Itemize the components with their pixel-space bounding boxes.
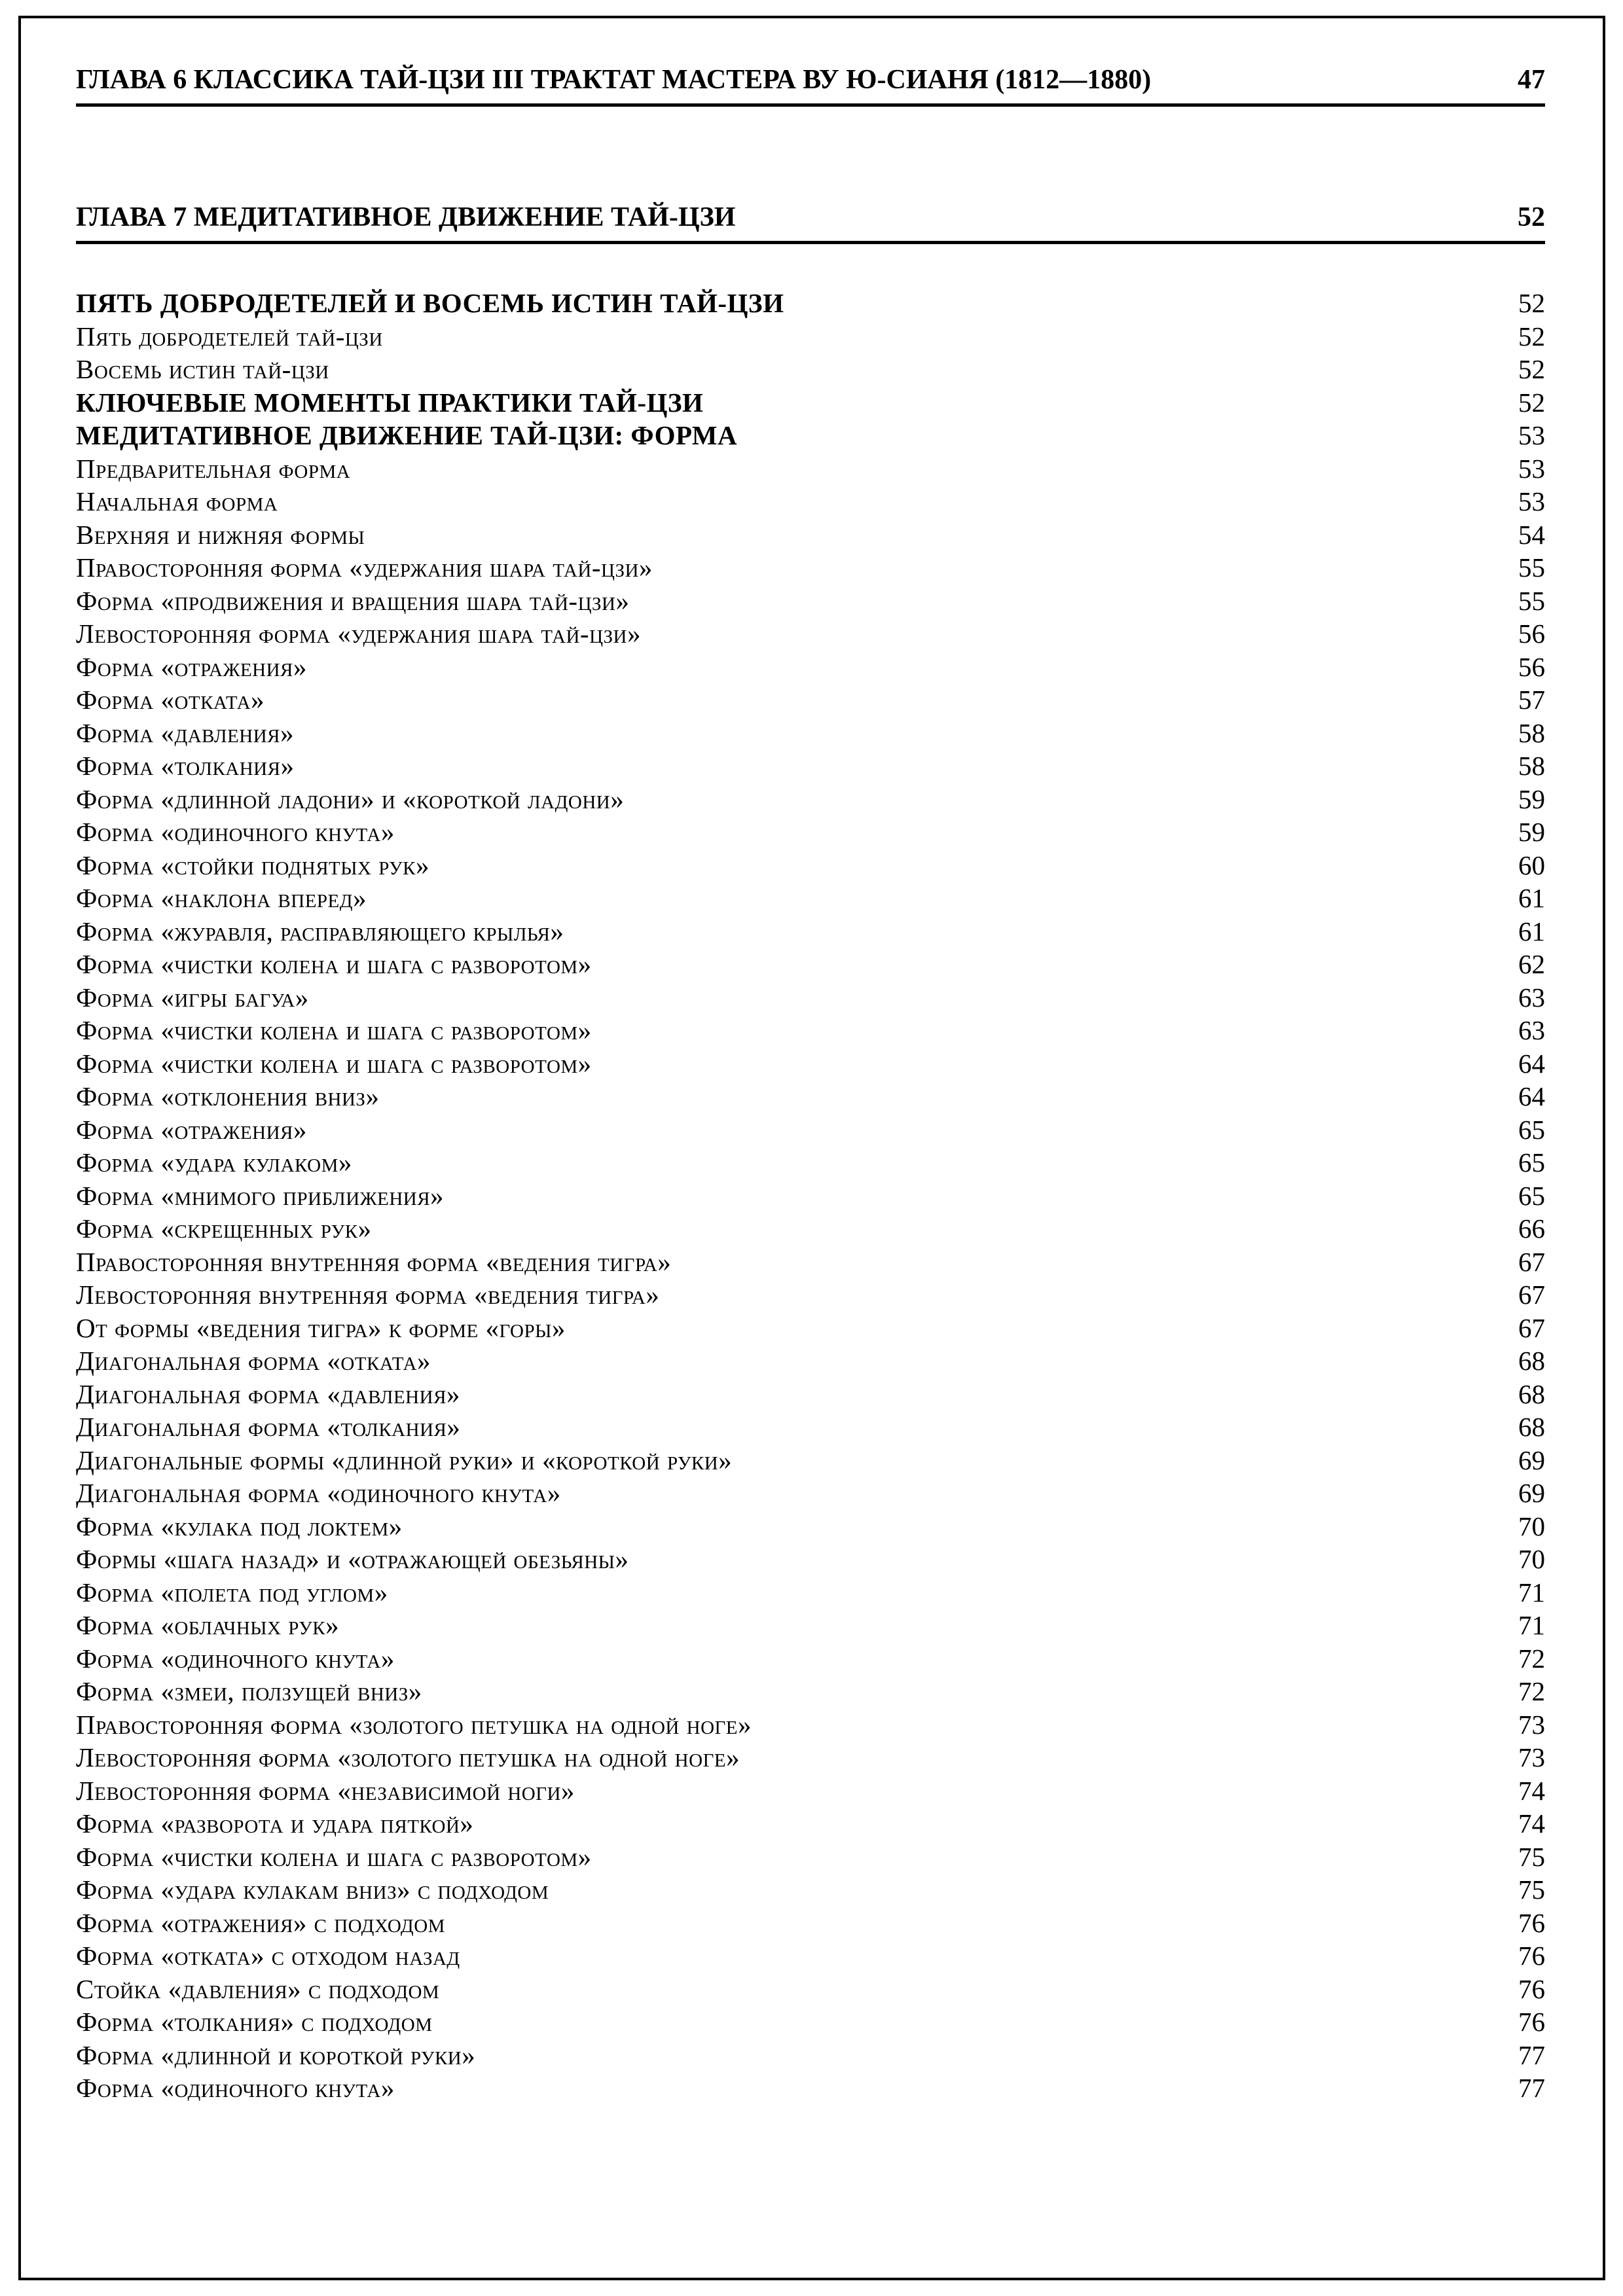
toc-entry [76, 1873, 1545, 1907]
toc-entry-title: Начальная форма [76, 486, 278, 516]
toc-entry [76, 1576, 1545, 1609]
toc-entry-page-number: 62 [1518, 949, 1545, 979]
toc-entry [76, 749, 1545, 783]
toc-entry-title: Форма «чистки колена и шага с разворотом» [76, 949, 592, 979]
toc-entry-title: Левосторонняя форма «независимой ноги» [76, 1775, 575, 1806]
toc-entry-page-number: 65 [1518, 1147, 1545, 1177]
toc-entry-title: Форма «отката» [76, 685, 265, 715]
toc-entry-page-number: 60 [1518, 850, 1545, 880]
toc-entry-title: Форма «разворота и удара пяткой» [76, 1808, 474, 1839]
toc-entry-page-number: 59 [1518, 783, 1545, 814]
toc-entry [76, 717, 1545, 750]
toc-entry-page-number: 71 [1518, 1610, 1545, 1640]
toc-entry-page-number: 58 [1518, 717, 1545, 748]
toc-entry-title: Форма «толкания» с подходом [76, 2007, 433, 2037]
toc-entry-page-number: 61 [1518, 883, 1545, 913]
toc-entry-title: Форма «удара кулаком» [76, 1147, 352, 1177]
toc-entry-page-number: 68 [1518, 1412, 1545, 1442]
toc-entry-title: Форма «отклонения вниз» [76, 1081, 380, 1111]
toc-entry-title: Форма «толкания» [76, 751, 295, 781]
toc-entry-title: Форма «длинной и короткой руки» [76, 2039, 476, 2070]
toc-entry-title: Предварительная форма [76, 453, 351, 484]
toc-entry-page-number: 66 [1518, 1213, 1545, 1244]
toc-entry [76, 1543, 1545, 1576]
toc-entry-title: Форма «одиночного кнута» [76, 1643, 395, 1674]
toc-entry-page-number: 59 [1518, 817, 1545, 847]
toc-entry-title: Форма «отката» с отходом назад [76, 1941, 460, 1971]
toc-entry-page-number: 72 [1518, 1643, 1545, 1674]
toc-entry [76, 1708, 1545, 1742]
chapter-heading-page-number: 52 [1518, 202, 1545, 232]
toc-entry-page-number: 55 [1518, 585, 1545, 616]
toc-entry [76, 320, 1545, 353]
toc-entry-page-number: 75 [1518, 1874, 1545, 1905]
toc-entry-page-number: 52 [1518, 354, 1545, 384]
toc-entry-title: КЛЮЧЕВЫЕ МОМЕНТЫ ПРАКТИКИ ТАЙ-ЦЗИ [76, 387, 704, 418]
toc-entry [76, 452, 1545, 486]
toc-entry-page-number: 55 [1518, 552, 1545, 583]
toc-entry [76, 1344, 1545, 1378]
toc-entry-page-number: 63 [1518, 982, 1545, 1013]
toc-entry-title: Правосторонняя форма «удержания шара тай-цзи» [76, 552, 653, 583]
toc-entry-title: Форма «облачных рук» [76, 1610, 340, 1640]
toc-entry-page-number: 67 [1518, 1246, 1545, 1277]
toc-entry [76, 882, 1545, 915]
toc-entry-page-number: 67 [1518, 1312, 1545, 1343]
toc-entry [76, 1642, 1545, 1676]
toc-entry-title: Форма «отражения» с подходом [76, 1907, 445, 1938]
toc-entry-title: Формы «шага назад» и «отражающей обезьяны» [76, 1544, 629, 1574]
toc-entry [76, 1410, 1545, 1444]
toc-entry-title: Левосторонняя внутренняя форма «ведения тигра» [76, 1280, 660, 1310]
toc-entry [76, 651, 1545, 684]
toc-entry [76, 1907, 1545, 1940]
toc-entry-title: Форма «чистки колена и шага с разворотом» [76, 1048, 592, 1079]
toc-entry-title: ПЯТЬ ДОБРОДЕТЕЛЕЙ И ВОСЕМЬ ИСТИН ТАЙ-ЦЗИ [76, 288, 784, 318]
toc-entry [76, 981, 1545, 1014]
toc-entry-title: Форма «змеи, ползущей вниз» [76, 1676, 422, 1706]
toc-entry [76, 915, 1545, 948]
toc-entry-title: Форма «одиночного кнута» [76, 817, 395, 847]
toc-entry [76, 551, 1545, 584]
toc-entry-page-number: 61 [1518, 916, 1545, 946]
toc-entry-page-number: 52 [1518, 387, 1545, 418]
toc-entry [76, 1774, 1545, 1808]
toc-entry-title: От формы «ведения тигра» к форме «горы» [76, 1312, 566, 1343]
toc-entry-title: Форма «чистки колена и шага с разворотом» [76, 1015, 592, 1045]
toc-entry [76, 386, 1545, 420]
toc-entry-title: Форма «стойки поднятых рук» [76, 850, 430, 880]
toc-entry-page-number: 52 [1518, 288, 1545, 318]
toc-entry [76, 2005, 1545, 2039]
toc-entry-title: Левосторонняя форма «золотого петушка на одной ноге» [76, 1742, 740, 1772]
toc-entry-page-number: 69 [1518, 1478, 1545, 1508]
toc-entry-page-number: 73 [1518, 1742, 1545, 1772]
toc-entry [76, 948, 1545, 981]
toc-entry [76, 584, 1545, 618]
running-header-title: ГЛАВА 6 КЛАССИКА ТАЙ-ЦЗИ III ТРАКТАТ МАСТЕРА ВУ Ю-СИАНЯ (1812—1880) [76, 65, 1152, 95]
toc-entry-page-number: 72 [1518, 1676, 1545, 1706]
toc-entry-title: Форма «удара кулакам вниз» с подходом [76, 1874, 549, 1905]
toc-entry-title: Диагональные формы «длинной руки» и «короткой руки» [76, 1444, 733, 1475]
toc-entry-page-number: 70 [1518, 1544, 1545, 1574]
toc-entry [76, 1973, 1545, 2006]
toc-entry [76, 1047, 1545, 1081]
toc-entry-title: Форма «скрещенных рук» [76, 1213, 372, 1244]
toc-entry [76, 1444, 1545, 1477]
toc-entry-page-number: 65 [1518, 1114, 1545, 1145]
toc-entry [76, 287, 1545, 320]
toc-entry [76, 1840, 1545, 1874]
toc-entry-page-number: 63 [1518, 1015, 1545, 1045]
toc-entry-page-number: 53 [1518, 453, 1545, 484]
toc-entry [76, 1675, 1545, 1708]
toc-entry-title: Диагональная форма «одиночного кнута» [76, 1478, 561, 1508]
toc-entry-title: Форма «игры багуа» [76, 982, 309, 1013]
toc-entry-page-number: 56 [1518, 651, 1545, 682]
toc-entry [76, 2072, 1545, 2105]
toc-entry-title: Форма «продвижения и вращения шара тай-цзи» [76, 585, 630, 616]
toc-entry [76, 1212, 1545, 1246]
toc-entry-page-number: 73 [1518, 1709, 1545, 1740]
toc-entry [76, 849, 1545, 882]
toc-entry-page-number: 64 [1518, 1081, 1545, 1111]
toc-entry-title: Форма «полета под углом» [76, 1577, 388, 1607]
toc-entry [76, 1609, 1545, 1642]
toc-entry-page-number: 68 [1518, 1346, 1545, 1376]
toc-entry-title: Форма «мнимого приближения» [76, 1180, 445, 1211]
toc-entry-title: Диагональная форма «отката» [76, 1346, 431, 1376]
toc-entry [76, 617, 1545, 651]
toc-entry-page-number: 65 [1518, 1180, 1545, 1211]
toc-entry [76, 1378, 1545, 1411]
chapter-heading-title: ГЛАВА 7 МЕДИТАТИВНОЕ ДВИЖЕНИЕ ТАЙ-ЦЗИ [76, 202, 736, 232]
toc-entry-title: Форма «давления» [76, 717, 295, 748]
toc-entry-title: Форма «журавля, расправляющего крылья» [76, 916, 564, 946]
toc-entry-page-number: 56 [1518, 619, 1545, 649]
toc-entry [76, 1807, 1545, 1840]
toc-entry-page-number: 76 [1518, 1941, 1545, 1971]
toc-entry-page-number: 57 [1518, 685, 1545, 715]
toc-entry-page-number: 77 [1518, 2039, 1545, 2070]
toc-entry-title: Форма «длинной ладони» и «короткой ладони» [76, 783, 625, 814]
toc-entry [76, 1477, 1545, 1510]
toc-entry [76, 816, 1545, 849]
toc-entry [76, 1179, 1545, 1213]
toc-entry [76, 683, 1545, 717]
toc-entry [76, 1113, 1545, 1147]
toc-entry-title: Пять добродетелей тай-цзи [76, 321, 383, 351]
toc-entry [76, 1510, 1545, 1543]
toc-entry-page-number: 64 [1518, 1048, 1545, 1079]
toc-entry-page-number: 76 [1518, 1907, 1545, 1938]
toc-entry-page-number: 58 [1518, 751, 1545, 781]
toc-entry-title: Форма «отражения» [76, 1114, 307, 1145]
toc-entry-title: Правосторонняя внутренняя форма «ведения тигра» [76, 1246, 672, 1277]
toc-entry [76, 1080, 1545, 1113]
toc-entry-page-number: 77 [1518, 2073, 1545, 2103]
toc-entry-title: Верхняя и нижняя формы [76, 519, 365, 550]
toc-entry [76, 1146, 1545, 1179]
toc-list [76, 287, 1545, 2105]
toc-entry-title: Форма «отражения» [76, 651, 307, 682]
toc-entry-page-number: 75 [1518, 1841, 1545, 1872]
toc-entry-title: Форма «кулака под локтем» [76, 1511, 403, 1541]
toc-entry [76, 353, 1545, 386]
toc-entry [76, 1246, 1545, 1279]
toc-entry [76, 1741, 1545, 1774]
toc-entry-title: Правосторонняя форма «золотого петушка на одной ноге» [76, 1709, 752, 1740]
toc-entry-title: Форма «чистки колена и шага с разворотом» [76, 1841, 592, 1872]
toc-entry-page-number: 74 [1518, 1808, 1545, 1839]
toc-entry [76, 2039, 1545, 2072]
toc-entry [76, 1312, 1545, 1345]
toc-entry-page-number: 70 [1518, 1511, 1545, 1541]
toc-entry [76, 518, 1545, 552]
toc-entry-page-number: 69 [1518, 1444, 1545, 1475]
toc-entry-page-number: 67 [1518, 1280, 1545, 1310]
chapter-heading [76, 200, 1545, 244]
toc-entry-title: Диагональная форма «толкания» [76, 1412, 461, 1442]
toc-entry-title: Форма «наклона вперед» [76, 883, 367, 913]
toc-entry-title: Восемь истин тай-цзи [76, 354, 329, 384]
toc-entry-title: Стойка «давления» с подходом [76, 1973, 440, 2004]
toc-entry-page-number: 52 [1518, 321, 1545, 351]
toc-entry-title: Форма «одиночного кнута» [76, 2073, 395, 2103]
toc-entry [76, 485, 1545, 518]
toc-entry [76, 1939, 1545, 1973]
toc-entry-page-number: 76 [1518, 1973, 1545, 2004]
toc-entry-page-number: 54 [1518, 519, 1545, 550]
toc-entry [76, 419, 1545, 452]
toc-entry-page-number: 53 [1518, 486, 1545, 516]
running-header [76, 63, 1545, 107]
toc-entry-page-number: 71 [1518, 1577, 1545, 1607]
toc-entry-title: Диагональная форма «давления» [76, 1378, 460, 1409]
toc-entry-page-number: 68 [1518, 1378, 1545, 1409]
toc-entry [76, 1014, 1545, 1047]
toc-entry-page-number: 53 [1518, 420, 1545, 450]
running-header-page-number: 47 [1518, 65, 1545, 95]
toc-entry-title: МЕДИТАТИВНОЕ ДВИЖЕНИЕ ТАЙ-ЦЗИ: ФОРМА [76, 420, 738, 450]
toc-entry-title: Левосторонняя форма «удержания шара тай-цзи» [76, 619, 641, 649]
toc-entry-page-number: 76 [1518, 2007, 1545, 2037]
toc-entry [76, 1278, 1545, 1312]
toc-entry-page-number: 74 [1518, 1775, 1545, 1806]
toc-entry [76, 783, 1545, 816]
